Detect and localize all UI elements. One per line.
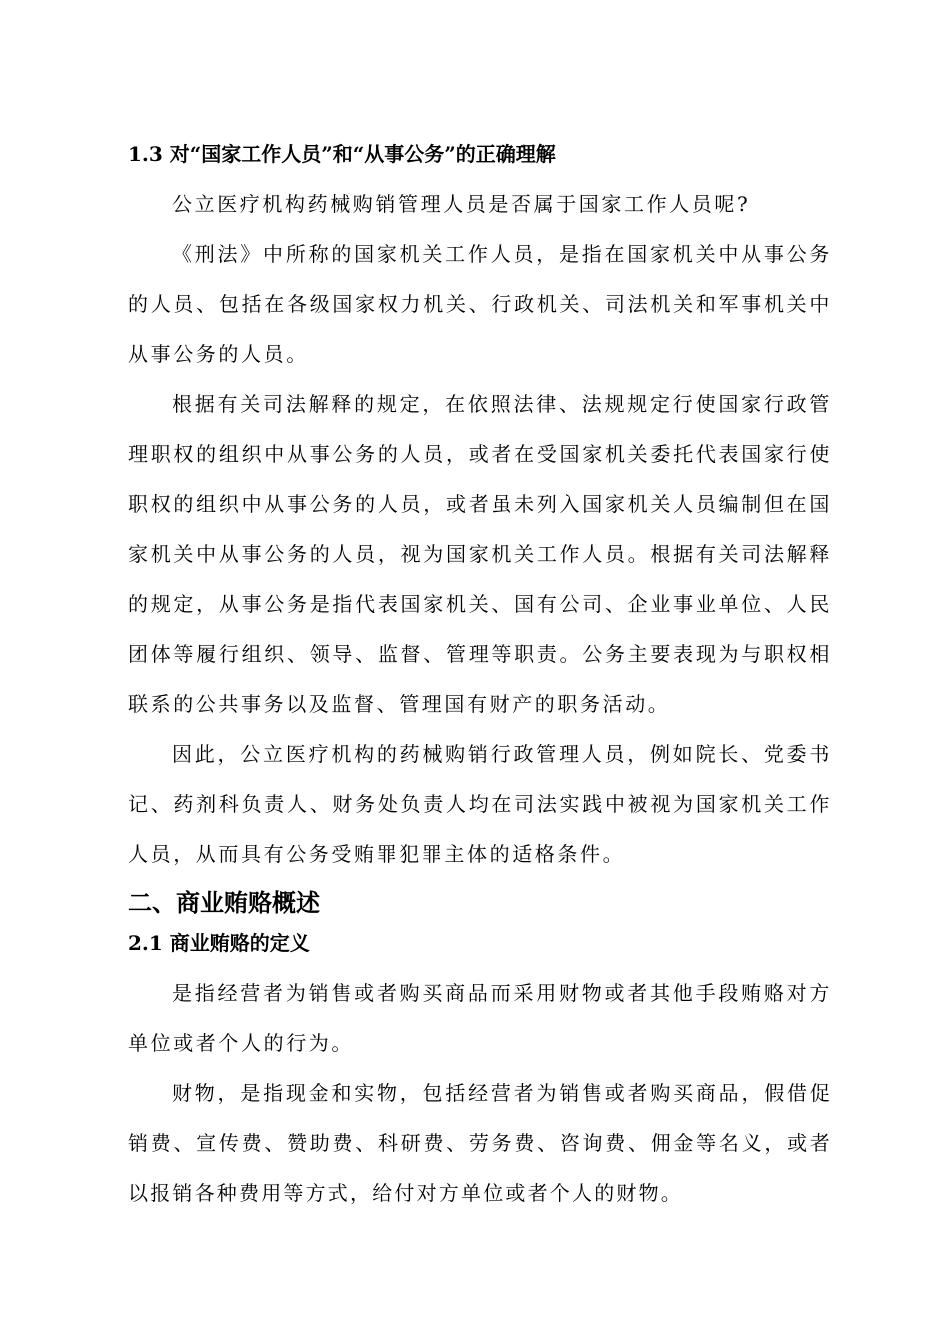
section-heading-2-1: 2.1 商业贿赂的定义 xyxy=(128,931,310,955)
paragraph: 公立医疗机构药械购销管理人员是否属于国家工作人员呢? xyxy=(172,192,751,216)
section-heading-1-3: 1.3 对“国家工作人员”和“从事公务”的正确理解 xyxy=(128,142,556,166)
paragraph: 财物，是指现金和实物，包括经营者为销售或者购买商品，假借促销费、宣传费、赞助费、科研费、劳务费、咨询费、佣金等名义，或者以报销各种费用等方式，给付对方单位或者个人的财物。 xyxy=(128,1081,832,1205)
paragraph: 《刑法》中所称的国家机关工作人员，是指在国家机关中从事公务的人员、包括在各级国家权力机关、行政机关、司法机关和军事机关中从事公务的人员。 xyxy=(128,242,832,366)
page-content xyxy=(128,138,832,1218)
paragraph: 根据有关司法解释的规定，在依照法律、法规规定行使国家行政管理职权的组织中从事公务的人员，或者在受国家机关委托代表国家行使职权的组织中从事公务的人员，或者虽未列入国家机关人员编制但在国家机关中从事公务的人员，视为国家机关工作人员。根据有关司法解释的规定，从事公务是指代表国家机关、国有公司、企业事业单位、人民团体等履行组织、领导、监督、管理等职责。公务主要表现为与职权相联系的公共事务以及监督、管理国有财产的职务活动。 xyxy=(128,392,832,716)
paragraph: 因此，公立医疗机构的药械购销行政管理人员，例如院长、党委书记、药剂科负责人、财务处负责人均在司法实践中被视为国家机关工作人员，从而具有公务受贿罪犯罪主体的适格条件。 xyxy=(128,742,832,866)
chapter-heading-2: 二、商业贿赂概述 xyxy=(128,888,320,917)
paragraph: 是指经营者为销售或者购买商品而采用财物或者其他手段贿赂对方单位或者个人的行为。 xyxy=(128,981,832,1055)
